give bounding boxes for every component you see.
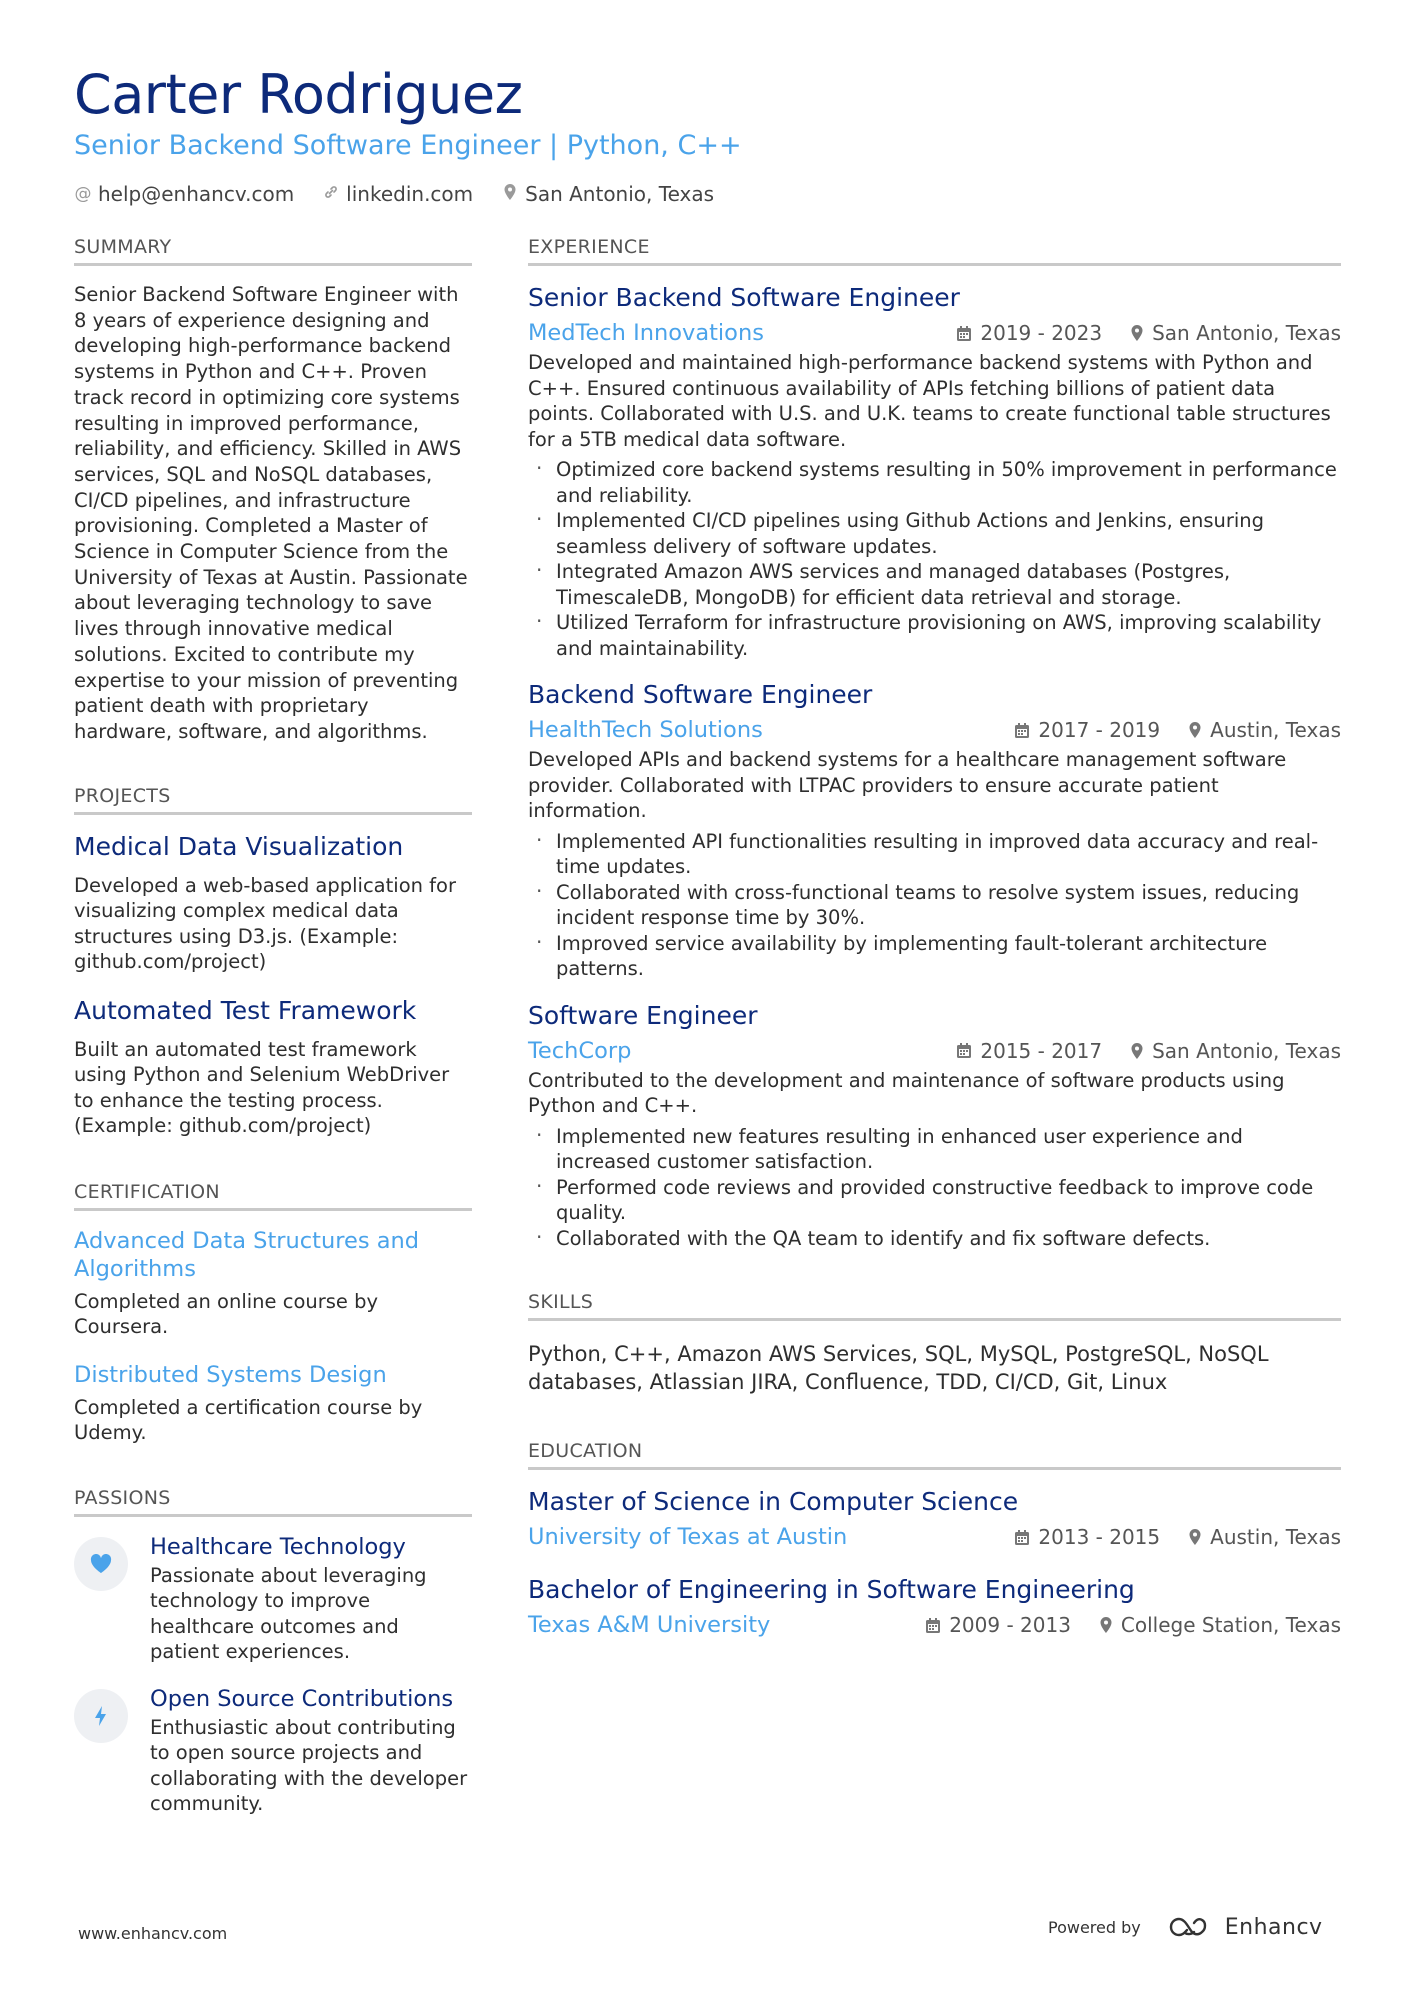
contact-row: [74, 182, 1344, 206]
job-title: Senior Backend Software Engineer: [528, 283, 960, 312]
calendar-icon: [956, 325, 972, 342]
enhancv-logo-icon: [1167, 1914, 1215, 1940]
project-title: Medical Data Visualization: [74, 831, 404, 861]
location-text: College Station, Texas: [1120, 1613, 1341, 1637]
job-location: [1130, 321, 1341, 345]
calendar-icon: [1014, 1529, 1030, 1546]
contact-linkedin[interactable]: [322, 182, 473, 206]
company-name: HealthTech Solutions: [528, 717, 763, 743]
bolt-icon: [74, 1689, 128, 1743]
heart-icon: [74, 1537, 128, 1591]
calendar-icon: [1014, 722, 1030, 739]
job-entry: [528, 282, 1341, 661]
education-item: [528, 1574, 1341, 1640]
job-dates: [1014, 718, 1160, 742]
education-meta-right: [925, 1613, 1341, 1637]
calendar-icon: [925, 1617, 941, 1634]
project-item: [74, 831, 472, 975]
education-heading: EDUCATION: [528, 1440, 1341, 1470]
education-section: [528, 1440, 1341, 1640]
job-title: Software Engineer: [528, 1000, 758, 1030]
job-dates: [956, 321, 1102, 345]
passion-desc: Passionate about leveraging technology to improve healthcare outcomes and patient experiences.: [150, 1563, 427, 1664]
location-pin-icon: [1099, 1616, 1113, 1634]
linkedin-text: linkedin.com: [346, 182, 474, 206]
enhancv-logo[interactable]: [1167, 1914, 1323, 1940]
location-text: Austin, Texas: [1210, 718, 1341, 742]
dates-text: 2009 - 2013: [949, 1613, 1071, 1637]
bullet-item: · Implemented API functionalities resulting in improved data accuracy and real-time updates.: [528, 829, 1341, 880]
company-name: MedTech Innovations: [528, 320, 764, 346]
resume-header: [74, 64, 1344, 206]
education-item: [528, 1486, 1341, 1552]
bullet-item: · Improved service availability by implementing fault-tolerant architecture patterns.: [528, 931, 1341, 982]
job-desc: Contributed to the development and maintenance of software products using Python and C++.: [528, 1068, 1285, 1117]
candidate-title: Senior Backend Software Engineer | Python, C++: [74, 130, 742, 161]
job-desc: Developed APIs and backend systems for a healthcare management software provider. Collaborated with LTPAC providers to ensure accurate patient information.: [528, 748, 1287, 822]
job-bullets: [528, 457, 1341, 661]
certification-section: [74, 1181, 472, 1445]
footer-branding: [1048, 1914, 1323, 1940]
experience-section: [528, 236, 1341, 1251]
passion-title: Open Source Contributions: [150, 1685, 454, 1712]
skills-section: [528, 1291, 1341, 1396]
experience-heading: EXPERIENCE: [528, 236, 1341, 266]
location-pin-icon: [1188, 1528, 1202, 1546]
school-name: Texas A&M University: [528, 1612, 771, 1638]
footer-website[interactable]: www.enhancv.com: [78, 1924, 228, 1943]
degree-title: Master of Science in Computer Science: [528, 1487, 1019, 1516]
candidate-name: Carter Rodriguez: [74, 63, 523, 126]
certification-heading: CERTIFICATION: [74, 1181, 472, 1211]
skills-text: Python, C++, Amazon AWS Services, SQL, MySQL, PostgreSQL, NoSQL databases, Atlassian JIRA, Confluence, TDD, CI/CD, Git, Linux: [528, 1342, 1269, 1394]
bullet-item: · Implemented CI/CD pipelines using Github Actions and Jenkins, ensuring seamless delivery of software updates.: [528, 508, 1341, 559]
cert-item: [74, 1227, 472, 1339]
passion-title: Healthcare Technology: [150, 1533, 406, 1560]
job-meta-right: [956, 321, 1341, 345]
location-pin-icon: [1130, 1042, 1144, 1060]
job-title: Backend Software Engineer: [528, 680, 873, 709]
skills-heading: SKILLS: [528, 1291, 1341, 1321]
job-meta: [528, 715, 1341, 745]
cert-title: Advanced Data Structures and Algorithms: [74, 1227, 420, 1282]
job-entry: [528, 679, 1341, 982]
education-location: [1188, 1525, 1341, 1549]
company-name: TechCorp: [528, 1037, 632, 1064]
project-desc: Developed a web-based application for visualizing complex medical data structures using D3.js. (Example: github.com/project): [74, 873, 456, 974]
education-dates: [1014, 1525, 1160, 1549]
summary-heading: SUMMARY: [74, 236, 472, 266]
cert-item: [74, 1361, 472, 1445]
dates-text: 2019 - 2023: [980, 321, 1103, 345]
bullet-item: · Integrated Amazon AWS services and managed databases (Postgres, TimescaleDB, MongoDB) for efficient data retrieval and storage.: [528, 559, 1341, 610]
passion-item: [74, 1533, 472, 1665]
school-name: University of Texas at Austin: [528, 1524, 848, 1550]
at-icon: @: [74, 184, 92, 204]
passions-section: [74, 1487, 472, 1817]
projects-section: [74, 785, 472, 1139]
bullet-item: · Optimized core backend systems resulting in 50% improvement in performance and reliability.: [528, 457, 1341, 508]
email-text: help@enhancv.com: [98, 182, 295, 206]
calendar-icon: [956, 1042, 972, 1059]
cert-desc: Completed an online course by Coursera.: [74, 1289, 379, 1338]
bullet-item: · Performed code reviews and provided constructive feedback to improve code quality.: [528, 1175, 1341, 1226]
job-location: [1130, 1039, 1341, 1063]
education-meta: [528, 1522, 1341, 1552]
education-meta: [528, 1610, 1341, 1640]
cert-desc: Completed a certification course by Udemy.: [74, 1395, 423, 1444]
location-pin-icon: [1130, 324, 1144, 342]
job-bullets: [528, 829, 1341, 982]
location-pin-icon: [501, 183, 519, 206]
link-icon: [322, 184, 340, 205]
summary-text: Senior Backend Software Engineer with 8 years of experience designing and developing high-performance backend systems in Python and C++. Proven track record in optimizing core systems resulting in improved performance, reliability, and efficiency. Skilled in AWS services, SQL and NoSQL databases, CI/CD pipelines, and infrastructure provisioning. Completed a Master of Science in Computer Science from the University of Texas at Austin. Passionate about leveraging technology to save lives through innovative medical solutions. Excited to contribute my expertise to your mission of preventing patient death with proprietary hardware, software, and algorithms.: [74, 283, 468, 743]
location-text: San Antonio, Texas: [1152, 1038, 1341, 1063]
right-column: [528, 236, 1341, 1640]
location-pin-icon: [1188, 721, 1202, 739]
education-dates: [925, 1613, 1071, 1637]
job-meta-right: [1014, 718, 1341, 742]
job-meta-right: [956, 1039, 1341, 1063]
dates-text: 2015 - 2017: [980, 1038, 1103, 1063]
projects-heading: PROJECTS: [74, 785, 472, 815]
bullet-item: · Collaborated with the QA team to identify and fix software defects.: [528, 1226, 1341, 1252]
contact-location: [501, 182, 714, 206]
dates-text: 2017 - 2019: [1038, 718, 1161, 742]
bullet-item: · Collaborated with cross-functional teams to resolve system issues, reducing incident response time by 30%.: [528, 880, 1341, 931]
job-desc: Developed and maintained high-performance backend systems with Python and C++. Ensured continuous availability of APIs fetching billions of patient data points. Collaborated with U.S. and U.K. teams to create functional table structures for a 5TB medical data software.: [528, 351, 1331, 451]
job-bullets: [528, 1124, 1341, 1252]
passions-heading: PASSIONS: [74, 1487, 472, 1517]
dates-text: 2013 - 2015: [1038, 1525, 1161, 1549]
bullet-item: · Utilized Terraform for infrastructure provisioning on AWS, improving scalability and maintainability.: [528, 610, 1341, 661]
brand-text: Enhancv: [1224, 1914, 1323, 1940]
job-meta: [528, 1036, 1341, 1066]
job-meta: [528, 318, 1341, 348]
project-item: [74, 995, 472, 1139]
left-column: [74, 236, 472, 1817]
project-desc: Built an automated test framework using Python and Selenium WebDriver to enhance the testing process. (Example: github.com/project): [74, 1037, 450, 1138]
education-meta-right: [1014, 1525, 1341, 1549]
bullet-item: · Implemented new features resulting in enhanced user experience and increased customer satisfaction.: [528, 1124, 1341, 1175]
location-text: San Antonio, Texas: [1152, 321, 1341, 345]
job-location: [1188, 718, 1341, 742]
passion-desc: Enthusiastic about contributing to open source projects and collaborating with the developer community.: [150, 1715, 468, 1816]
location-text: Austin, Texas: [1210, 1525, 1341, 1549]
passion-item: [74, 1685, 472, 1817]
summary-section: [74, 236, 472, 745]
location-text: San Antonio, Texas: [525, 182, 715, 206]
education-location: [1099, 1613, 1341, 1637]
job-dates: [956, 1039, 1102, 1063]
degree-title: Bachelor of Engineering in Software Engineering: [528, 1575, 1135, 1604]
cert-title: Distributed Systems Design: [74, 1361, 387, 1388]
project-title: Automated Test Framework: [74, 995, 417, 1025]
job-entry: [528, 1000, 1341, 1252]
contact-email[interactable]: [74, 182, 294, 206]
powered-by-text: Powered by: [1048, 1917, 1141, 1937]
